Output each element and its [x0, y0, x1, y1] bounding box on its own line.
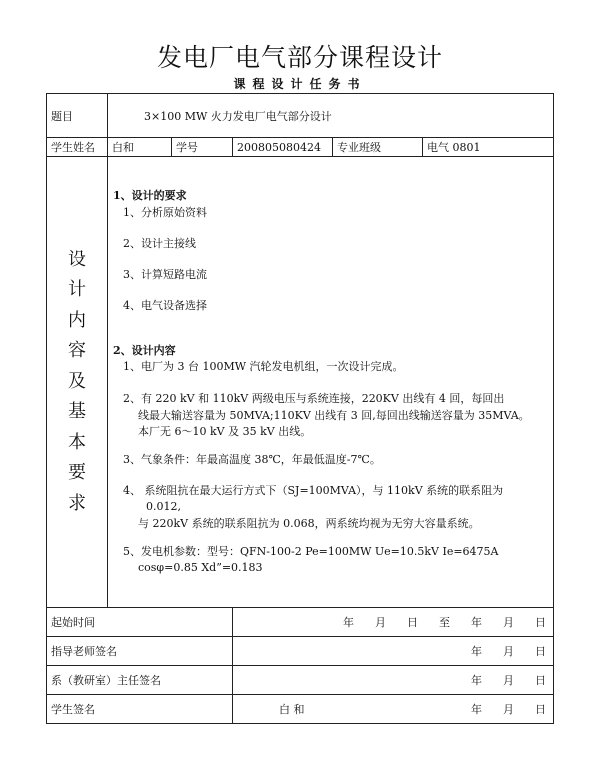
student-sign-label: 学生签名 — [47, 695, 233, 724]
vertical-char: 内 — [68, 309, 86, 331]
content-row — [47, 157, 554, 608]
date-day: 日 — [535, 616, 546, 629]
section2-item: 3、气象条件：年最高温度 38℃，年最低温度-7℃。 — [123, 453, 381, 466]
advisor-sign-row — [47, 637, 554, 666]
date-month: 月 — [503, 645, 514, 658]
date-month: 月 — [503, 703, 514, 716]
date-year: 年 — [471, 645, 482, 658]
date-day: 日 — [407, 616, 418, 629]
section2-item: 线最大输送容量为 50MVA;110KV 出线有 3 回,每回出线输送容量为 35MVA。 — [138, 409, 530, 422]
start-time-row — [47, 608, 554, 637]
section2-item: 1、电厂为 3 台 100MW 汽轮发电机组，一次设计完成。 — [123, 360, 404, 373]
date-month: 月 — [503, 674, 514, 687]
student-id: 200805080424 — [233, 138, 333, 157]
section1-item: 1、分析原始资料 — [123, 206, 207, 219]
topic-value: 3×100 MW 火力发电厂电气部分设计 — [108, 94, 554, 138]
section1-item: 2、设计主接线 — [123, 237, 196, 250]
content-cell — [108, 157, 554, 608]
topic-row — [47, 94, 554, 138]
vertical-char: 及 — [68, 370, 86, 392]
vertical-char: 求 — [68, 492, 86, 514]
section2-item: 4、 系统阻抗在最大运行方式下（SJ=100MVA），与 110kV 系统的联系阻为 — [123, 484, 504, 497]
date-month: 月 — [375, 616, 386, 629]
vertical-char: 容 — [68, 340, 86, 362]
date-year: 年 — [471, 674, 482, 687]
dept-sign-row — [47, 666, 554, 695]
start-time-dates — [233, 608, 554, 637]
student-signature: 白 和 — [279, 703, 305, 716]
date-year: 年 — [471, 616, 482, 629]
section2-item: cosφ=0.85 Xd”=0.183 — [138, 561, 263, 574]
section2-item: 0.012, — [146, 500, 181, 513]
document-title: 发电厂电气部分课程设计 — [156, 43, 443, 72]
start-time-label: 起始时间 — [47, 608, 233, 637]
vertical-label — [47, 245, 107, 520]
date-day: 日 — [535, 645, 546, 658]
advisor-sign-dates — [233, 637, 554, 666]
section1-heading: 1、设计的要求 — [113, 189, 187, 202]
student-sign-dates — [233, 695, 554, 724]
major-value: 电气 0801 — [423, 138, 554, 157]
vertical-label-cell — [47, 157, 108, 608]
vertical-char: 要 — [68, 462, 86, 484]
section1-item: 4、电气设备选择 — [123, 299, 207, 312]
date-day: 日 — [535, 674, 546, 687]
section2-item: 2、有 220 kV 和 110kV 两级电压与系统连接，220KV 出线有 4 回，每回出 — [123, 392, 505, 405]
date-year: 年 — [343, 616, 354, 629]
vertical-char: 设 — [68, 248, 86, 270]
section2-item: 5、发电机参数：型号：QFN-100-2 Pe=100MW Ue=10.5kV Ie=6475A — [123, 545, 499, 558]
dept-sign-label: 系（教研室）主任签名 — [47, 666, 233, 695]
section2-heading: 2、设计内容 — [113, 344, 176, 357]
task-table — [46, 93, 554, 724]
date-day: 日 — [535, 703, 546, 716]
major-label: 专业班级 — [333, 138, 423, 157]
student-sign-row — [47, 695, 554, 724]
dept-sign-dates — [233, 666, 554, 695]
student-name: 白和 — [108, 138, 172, 157]
date-month: 月 — [503, 616, 514, 629]
date-year: 年 — [471, 703, 482, 716]
date-to: 至 — [439, 616, 450, 629]
vertical-char: 基 — [68, 401, 86, 423]
section2-item: 本厂无 6～10 kV 及 35 kV 出线。 — [138, 425, 312, 438]
student-id-label: 学号 — [172, 138, 233, 157]
section2-item: 与 220kV 系统的联系阻抗为 0.068，两系统均视为无穷大容量系统。 — [138, 517, 480, 530]
advisor-sign-label: 指导老师签名 — [47, 637, 233, 666]
student-name-label: 学生姓名 — [47, 138, 108, 157]
topic-label: 题目 — [47, 94, 108, 138]
document-subtitle: 课程设计任务书 — [233, 77, 367, 91]
student-info-row — [47, 138, 554, 157]
section1-item: 3、计算短路电流 — [123, 268, 207, 281]
vertical-char: 计 — [68, 279, 86, 301]
vertical-char: 本 — [68, 431, 86, 453]
